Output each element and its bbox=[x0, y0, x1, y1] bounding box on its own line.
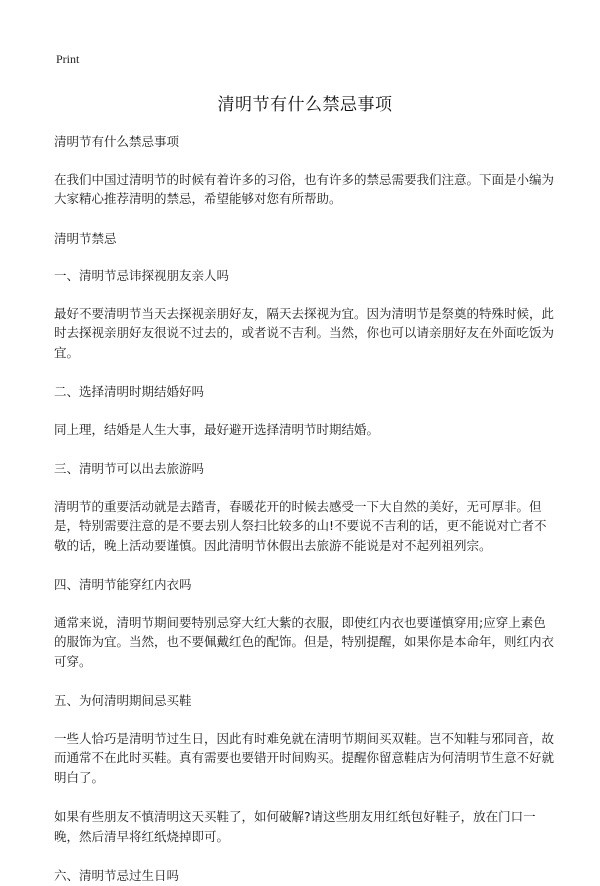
taboo-list bbox=[54, 266, 556, 886]
print-link[interactable]: Print bbox=[56, 52, 80, 66]
item-paragraph-3: 清明节的重要活动就是去踏青，春暖花开的时候去感受一下大自然的美好，无可厚非。但是，特别需要注意的是不要去别人祭扫比较多的山!不要说不吉利的话，更不能说对亡者不敬的话，晚上活动要谨慎。因此清明节休假出去旅游不能说是对不起列祖列宗。 bbox=[54, 498, 547, 553]
item-paragraph-4: 通常来说，清明节期间要特别忌穿大红大紫的衣服，即使红内衣也要谨慎穿用;应穿上素色的服饰为宜。当然，也不要佩戴红色的配饰。但是，特别提醒，如果你是本命年，则红内衣可穿。 bbox=[54, 614, 555, 669]
item-heading-6: 六、清明节忌过生日吗 bbox=[54, 868, 180, 883]
intro-paragraph: 在我们中国过清明节的时候有着许多的习俗，也有许多的禁忌需要我们注意。下面是小编为大家精心推荐清明的禁忌，希望能够对您有所帮助。 bbox=[54, 171, 555, 206]
item-paragraph-2: 同上理，结婚是人生大事，最好避开选择清明节时期结婚。 bbox=[54, 421, 380, 437]
item-heading-4: 四、清明节能穿红内衣吗 bbox=[54, 577, 192, 592]
item-paragraph-5b: 如果有些朋友不慎清明这天买鞋了，如何破解?请这些朋友用红纸包好鞋子，放在门口一晚，然后清早将红纸烧掉即可。 bbox=[54, 809, 536, 844]
item-heading-3: 三、清明节可以出去旅游吗 bbox=[54, 461, 205, 476]
item-paragraph-5a: 一些人恰巧是清明节过生日，因此有时难免就在清明节期间买双鞋。岂不知鞋与邪同音，故而通常不在此时买鞋。真有需要也要错开时间购买。提醒你留意鞋店为何清明节生意不好就明白了。 bbox=[54, 730, 555, 785]
page-title: 清明节有什么禁忌事项 bbox=[217, 95, 393, 115]
article-subtitle: 清明节有什么禁忌事项 bbox=[54, 134, 180, 149]
item-heading-2: 二、选择清明时期结婚好吗 bbox=[54, 384, 205, 399]
item-heading-5: 五、为何清明期间忌买鞋 bbox=[54, 693, 192, 708]
section-label: 清明节禁忌 bbox=[54, 230, 117, 246]
item-paragraph-1: 最好不要清明节当天去探视亲朋好友，隔天去探视为宜。因为清明节是祭奠的特殊时候，此时去探视亲朋好友很说不过去的，或者说不吉利。当然，你也可以请亲朋好友在外面吃饭为宜。 bbox=[54, 305, 555, 360]
item-heading-1: 一、清明节忌讳探视朋友亲人吗 bbox=[54, 268, 230, 283]
